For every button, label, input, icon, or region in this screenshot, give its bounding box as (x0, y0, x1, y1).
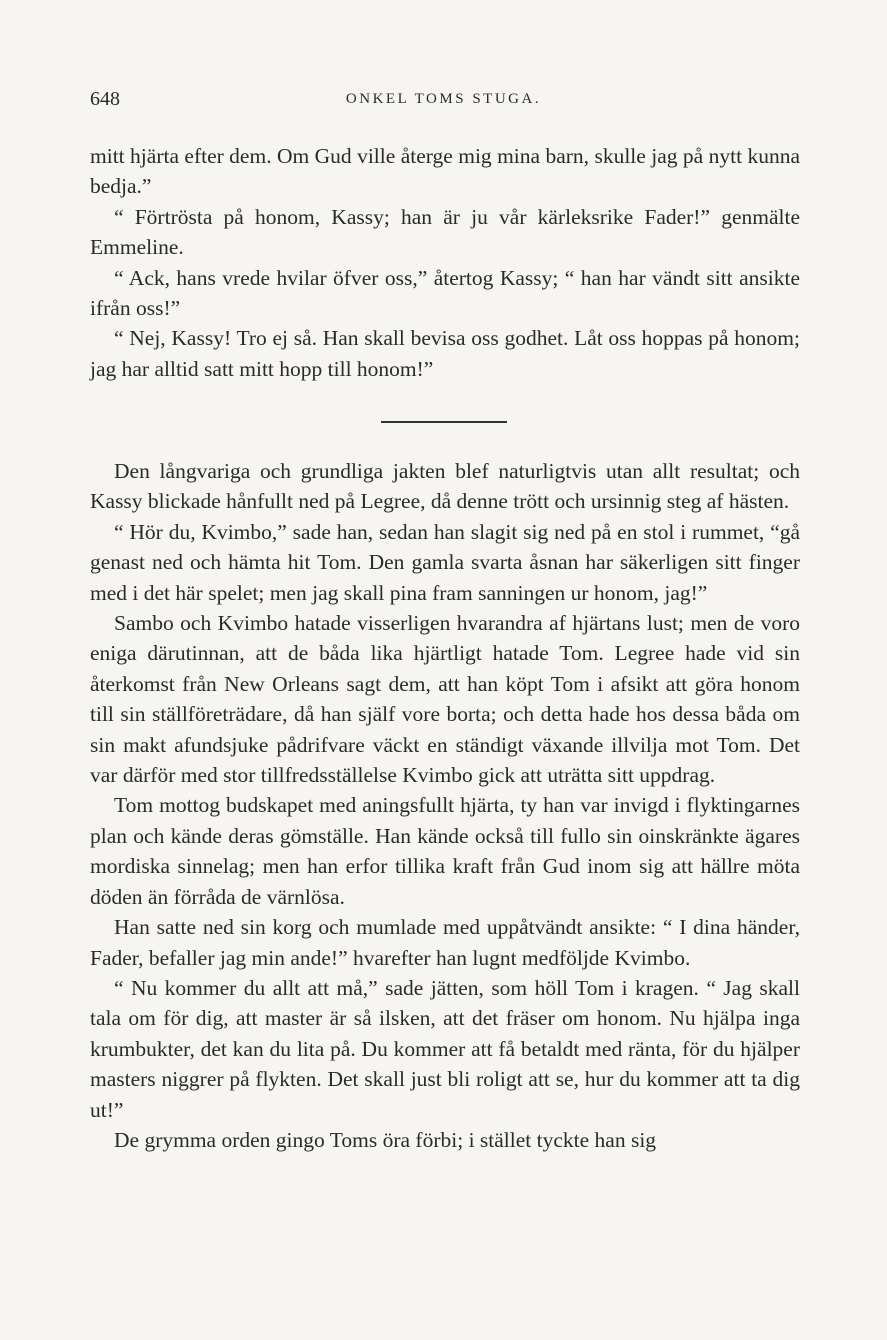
paragraph: “ Förtrösta på honom, Kassy; han är ju vår kärleksrike Fader!” genmälte Emmeline. (90, 204, 800, 260)
paragraph: “ Nu kommer du allt att må,” sade jätten, som höll Tom i kragen. “ Jag skall tala om för dig, att master är så ilsken, att det fräser om honom. Nu hjälpa inga krumbukter, det kan du lita på. Du kommer att få betaldt med ränta, för du hjälper masters niggrer på flykten. Det skall just bli roligt att se, hur du kommer att ta dig ut!” (90, 975, 800, 1122)
paragraph: De grymma orden gingo Toms öra förbi; i stället tyckte han sig (114, 1127, 657, 1152)
paragraph: “ Nej, Kassy! Tro ej så. Han skall bevisa oss godhet. Låt oss hoppas på honom; jag har alltid satt mitt hopp till honom!” (90, 326, 800, 381)
section-divider (381, 421, 507, 423)
paragraph: mitt hjärta efter dem. Om Gud ville återge mig mina barn, skulle jag på nytt kunna bedja.” (90, 144, 800, 199)
text-section-1 (90, 141, 800, 384)
paragraph: Sambo och Kvimbo hatade visserligen hvarandra af hjärtans lust; men de voro eniga därutinnan, att de båda lika hjärtligt hatade Tom. Legree hade vid sin återkomst från New Orleans sagt dem, att han köpt Tom i afsikt att göra honom till sin ställföreträdare, då han själf vore borta; och detta hade hos dessa båda om sin makt afundsjuke pådrifvare väckt en ständigt växande illvilja mot Tom. Det var därför med stor tillfredsställelse Kvimbo gick att uträtta sitt uppdrag. (90, 611, 800, 788)
page-header (90, 88, 797, 118)
page-number: 648 (90, 88, 120, 110)
running-title: ONKEL TOMS STUGA. (345, 91, 542, 107)
paragraph: Han satte ned sin korg och mumlade med uppåtvändt ansikte: “ I dina händer, Fader, befaller jag min ande!” hvarefter han lugnt medföljde Kvimbo. (90, 915, 800, 970)
paragraph: “ Hör du, Kvimbo,” sade han, sedan han slagit sig ned på en stol i rummet, “gå genast ned och hämta hit Tom. Den gamla svarta åsnan har säkerligen sitt finger med i det här spelet; men jag skall pina fram sanningen ur honom, jag!” (90, 519, 800, 605)
paragraph: Den långvariga och grundliga jakten blef naturligtvis utan allt resultat; och Kassy blickade hånfullt ned på Legree, då denne trött och ursinnig steg af hästen. (90, 459, 800, 514)
paragraph: “ Ack, hans vrede hvilar öfver oss,” återtog Kassy; “ han har vändt sitt ansikte ifrån oss!” (90, 265, 800, 321)
paragraph: Tom mottog budskapet med aningsfullt hjärta, ty han var invigd i flyktingarnes plan och kände deras gömställe. Han kände också till fullo sin oinskränkte ägares mordiska sinnelag; men han erfor tillika kraft från Gud inom sig att hällre möta döden än förråda de värnlösa. (90, 793, 800, 909)
text-section-2 (90, 456, 800, 1155)
